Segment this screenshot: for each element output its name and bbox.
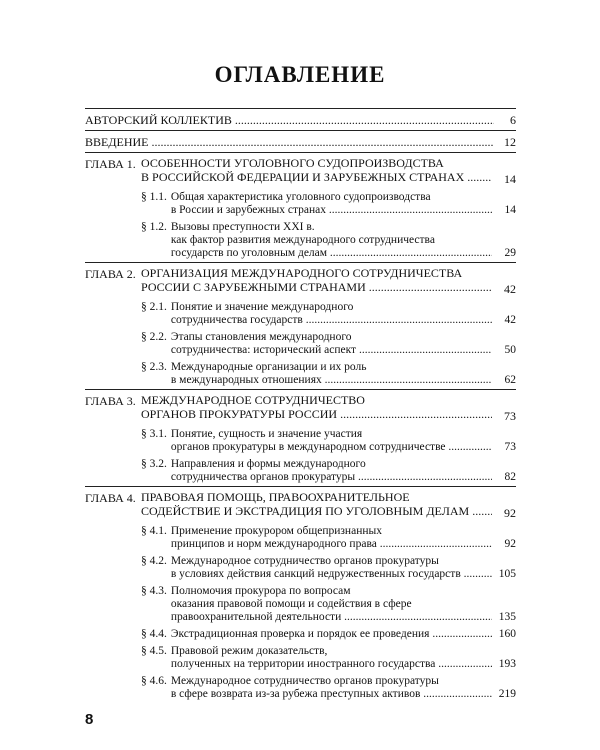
section-title-line: Этапы становления международного — [170, 331, 352, 343]
section-page: 62 — [504, 374, 516, 386]
section-title-line: Экстрадиционная проверка и порядок ее проведения ..... — [171, 628, 492, 641]
section-page: 29 — [504, 247, 516, 259]
section-title-line: Общая характеристика уголовного судопроизводства — [170, 191, 431, 203]
section-title-line: Применение прокурором общепризнанных — [170, 525, 382, 537]
section-body — [141, 331, 492, 357]
section-body — [141, 458, 492, 484]
toc-entry-label: АВТОРСКИЙ КОЛЛЕКТИВ ..... — [85, 113, 494, 128]
section-title-line: Международное сотрудничество органов прокуратуры — [170, 555, 439, 567]
page-number: 8 — [85, 711, 94, 728]
section-number: § 4.5. — [141, 645, 167, 657]
chapter-title-line: ПРАВОВАЯ ПОМОЩЬ, ПРАВООХРАНИТЕЛЬНОЕ — [141, 490, 410, 504]
section-title-line: Полномочия прокурора по вопросам — [170, 585, 351, 597]
section-body — [141, 221, 492, 260]
section-title — [171, 428, 492, 454]
section-page: 219 — [498, 688, 516, 700]
chapter-title-line: ОСОБЕННОСТИ УГОЛОВНОГО СУДОПРОИЗВОДСТВА — [141, 156, 444, 170]
section-title-line: сотрудничества органов прокуратуры ..... — [171, 471, 492, 484]
section-page: 193 — [498, 658, 516, 670]
chapter-1 — [85, 153, 516, 262]
chapter-title-line: В РОССИЙСКОЙ ФЕДЕРАЦИИ И ЗАРУБЕЖНЫХ СТРАНАХ ..... — [141, 171, 492, 185]
chapter-title-line: МЕЖДУНАРОДНОЕ СОТРУДНИЧЕСТВО — [141, 393, 365, 407]
toc-entry-section[interactable] — [141, 525, 516, 551]
section-page: 14 — [504, 204, 516, 216]
toc-entry-section[interactable] — [141, 221, 516, 260]
chapter-2 — [85, 263, 516, 389]
section-title — [171, 645, 492, 671]
section-title — [171, 585, 492, 624]
section-title — [171, 628, 492, 641]
section-title-line: Международные организации и их роль — [170, 361, 367, 373]
chapter-title-line: ОРГАНИЗАЦИЯ МЕЖДУНАРОДНОГО СОТРУДНИЧЕСТВА — [141, 266, 463, 280]
section-title — [171, 331, 492, 357]
section-title-line: Вызовы преступности XXI в. — [170, 221, 315, 233]
chapter-title — [141, 157, 492, 184]
section-title-line: как фактор развития международного сотрудничества — [170, 234, 435, 246]
chapter-title-line: РОССИИ С ЗАРУБЕЖНЫМИ СТРАНАМИ ..... — [141, 281, 492, 295]
chapter-title-line: ОРГАНОВ ПРОКУРАТУРЫ РОССИИ ..... — [141, 408, 492, 422]
section-title-line: органов прокуратуры в международном сотрудничестве ..... — [171, 441, 492, 454]
section-body — [141, 361, 492, 387]
toc-entry-section[interactable] — [141, 361, 516, 387]
section-title — [171, 301, 492, 327]
chapter-number: ГЛАВА 3. — [85, 394, 136, 408]
chapter-page: 42 — [504, 282, 516, 296]
toc-entry-page: 12 — [504, 135, 516, 149]
section-title — [171, 525, 492, 551]
section-page: 50 — [504, 344, 516, 356]
toc-entry-section[interactable] — [141, 191, 516, 217]
section-title-line: сотрудничества: исторический аспект ..... — [171, 344, 492, 357]
section-title-line: сотрудничества государств ..... — [171, 314, 492, 327]
section-page: 73 — [504, 441, 516, 453]
chapter-list — [85, 152, 516, 703]
section-number: § 3.1. — [141, 428, 167, 440]
section-page: 42 — [504, 314, 516, 326]
section-title-line: принципов и норм международного права ..... — [171, 538, 492, 551]
toc-entry-introduction[interactable] — [85, 131, 516, 152]
section-number: § 1.2. — [141, 221, 167, 233]
section-number: § 1.1. — [141, 191, 167, 203]
chapter-number: ГЛАВА 2. — [85, 267, 136, 281]
chapter-page: 14 — [504, 172, 516, 186]
section-page: 92 — [504, 538, 516, 550]
toc-entry-section[interactable] — [141, 585, 516, 624]
toc-entry-section[interactable] — [141, 301, 516, 327]
section-number: § 4.1. — [141, 525, 167, 537]
section-body — [141, 645, 492, 671]
section-number: § 4.2. — [141, 555, 167, 567]
section-page: 82 — [504, 471, 516, 483]
section-number: § 2.2. — [141, 331, 167, 343]
section-title — [171, 675, 492, 701]
section-title — [171, 555, 492, 581]
chapter-title — [141, 394, 492, 421]
section-number: § 2.3. — [141, 361, 167, 373]
toc-entry-authors[interactable] — [85, 109, 516, 130]
section-number: § 3.2. — [141, 458, 167, 470]
toc-entry-label: ВВЕДЕНИЕ ..... — [85, 135, 494, 150]
chapter-number: ГЛАВА 1. — [85, 157, 136, 171]
section-title-line: Международное сотрудничество органов прокуратуры — [170, 675, 439, 687]
section-number: § 4.3. — [141, 585, 167, 597]
section-page: 105 — [498, 568, 516, 580]
section-title-line: в России и зарубежных странах ..... — [171, 204, 492, 217]
toc-entry-page: 6 — [510, 113, 516, 127]
section-number: § 4.4. — [141, 628, 167, 640]
section-number: § 4.6. — [141, 675, 167, 687]
toc-entry-chapter[interactable] — [85, 394, 516, 424]
section-title-line: полученных на территории иностранного государства ..... — [171, 658, 492, 671]
toc-entry-section[interactable] — [141, 331, 516, 357]
toc-entry-chapter[interactable] — [85, 267, 516, 297]
section-title-line: Правовой режим доказательств, — [170, 645, 328, 657]
section-title-line: Понятие и значение международного — [170, 301, 354, 313]
chapter-page: 73 — [504, 409, 516, 423]
toc-entry-section[interactable] — [141, 675, 516, 701]
chapter-title-line: СОДЕЙСТВИЕ И ЭКСТРАДИЦИЯ ПО УГОЛОВНЫМ ДЕЛАМ ..... — [141, 505, 492, 519]
section-title-line: правоохранительной деятельности ..... — [171, 611, 492, 624]
section-body — [141, 301, 492, 327]
section-title — [171, 458, 492, 484]
section-title-line: в условиях действия санкций недружественных государств ..... — [171, 568, 492, 581]
section-page: 160 — [498, 628, 516, 640]
section-body — [141, 428, 492, 454]
page-title: ОГЛАВЛЕНИЕ — [214, 62, 386, 87]
toc-entry-section[interactable] — [141, 628, 516, 641]
section-body — [141, 191, 492, 217]
section-title-line: Понятие, сущность и значение участия — [170, 428, 363, 440]
section-title-line: Направления и формы международного — [170, 458, 366, 470]
section-body — [141, 675, 492, 701]
section-title-line: государств по уголовным делам ..... — [171, 247, 492, 260]
table-of-contents — [85, 108, 516, 703]
section-title-line: в сфере возврата из-за рубежа преступных активов ..... — [171, 688, 492, 701]
chapter-title — [141, 491, 492, 518]
section-title — [171, 361, 492, 387]
section-title — [171, 191, 492, 217]
section-body — [141, 525, 492, 551]
section-title-line: оказания правовой помощи и содействия в сфере — [170, 598, 412, 610]
chapter-number: ГЛАВА 4. — [85, 491, 136, 505]
section-page: 135 — [498, 611, 516, 623]
toc-entry-section[interactable] — [141, 645, 516, 671]
chapter-page: 92 — [504, 506, 516, 520]
section-body — [141, 628, 492, 641]
section-body — [141, 585, 492, 624]
toc-entry-section[interactable] — [141, 428, 516, 454]
toc-entry-chapter[interactable] — [85, 157, 516, 187]
chapter-title — [141, 267, 492, 294]
chapter-3 — [85, 390, 516, 486]
toc-entry-chapter[interactable] — [85, 491, 516, 521]
section-body — [141, 555, 492, 581]
toc-entry-section[interactable] — [141, 555, 516, 581]
toc-entry-section[interactable] — [141, 458, 516, 484]
chapter-4 — [85, 487, 516, 703]
section-title — [171, 221, 492, 260]
section-title-line: в международных отношениях ..... — [171, 374, 492, 387]
section-number: § 2.1. — [141, 301, 167, 313]
